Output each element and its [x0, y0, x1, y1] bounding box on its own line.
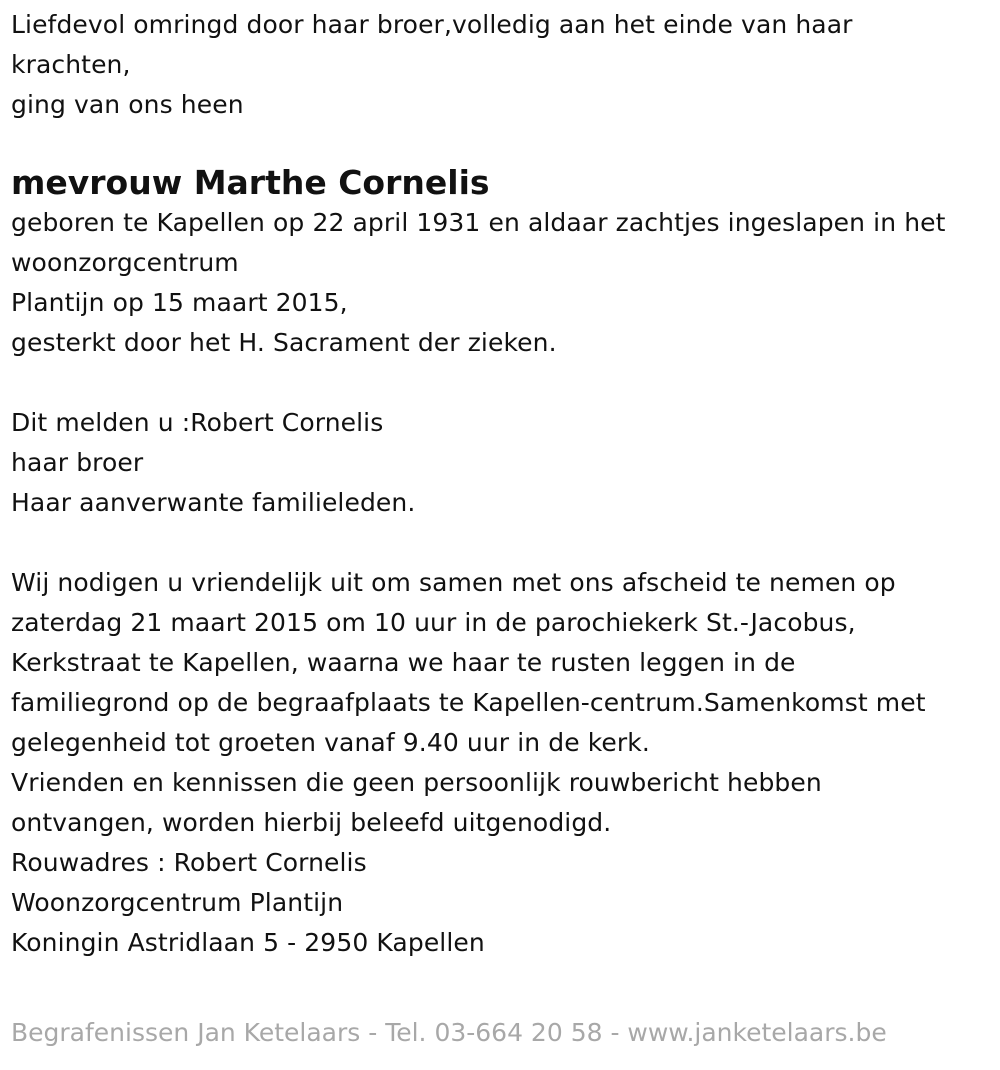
announcer-line: Dit melden u :Robert Cornelis: [11, 408, 384, 437]
bio-block: [11, 203, 996, 363]
bio-line: gesterkt door het H. Sacrament der zieken.: [11, 328, 557, 357]
invitation-line: Kerkstraat te Kapellen, waarna we haar te rusten leggen in de: [11, 648, 796, 677]
announcer-line: Haar aanverwante familieleden.: [11, 488, 416, 517]
mourning-address-line: Woonzorgcentrum Plantijn: [11, 888, 344, 917]
funeral-home-footer: Begrafenissen Jan Ketelaars - Tel. 03-664 20 58 - www.janketelaars.be: [11, 1018, 887, 1047]
intro-block: [11, 5, 996, 125]
invitation-line: gelegenheid tot groeten vanaf 9.40 uur in de kerk.: [11, 728, 650, 757]
intro-line: krachten,: [11, 50, 131, 79]
invitation-line: ontvangen, worden hierbij beleefd uitgenodigd.: [11, 808, 612, 837]
announcers-block: [11, 403, 996, 523]
obituary-notice: [11, 0, 996, 963]
intro-line: ging van ons heen: [11, 90, 244, 119]
invitation-line: Wij nodigen u vriendelijk uit om samen met ons afscheid te nemen op: [11, 568, 896, 597]
mourning-address-line: Rouwadres : Robert Cornelis: [11, 848, 367, 877]
bio-line: Plantijn op 15 maart 2015,: [11, 288, 348, 317]
bio-line: geboren te Kapellen op 22 april 1931 en aldaar zachtjes ingeslapen in het: [11, 208, 946, 237]
deceased-name: mevrouw Marthe Cornelis: [11, 163, 490, 202]
invitation-block: [11, 563, 996, 963]
invitation-line: zaterdag 21 maart 2015 om 10 uur in de parochiekerk St.-Jacobus,: [11, 608, 856, 637]
invitation-line: Vrienden en kennissen die geen persoonlijk rouwbericht hebben: [11, 768, 822, 797]
bio-line: woonzorgcentrum: [11, 248, 239, 277]
mourning-address-line: Koningin Astridlaan 5 - 2950 Kapellen: [11, 928, 485, 957]
intro-line: Liefdevol omringd door haar broer,volledig aan het einde van haar: [11, 10, 853, 39]
announcer-line: haar broer: [11, 448, 144, 477]
invitation-line: familiegrond op de begraafplaats te Kapellen-centrum.Samenkomst met: [11, 688, 926, 717]
